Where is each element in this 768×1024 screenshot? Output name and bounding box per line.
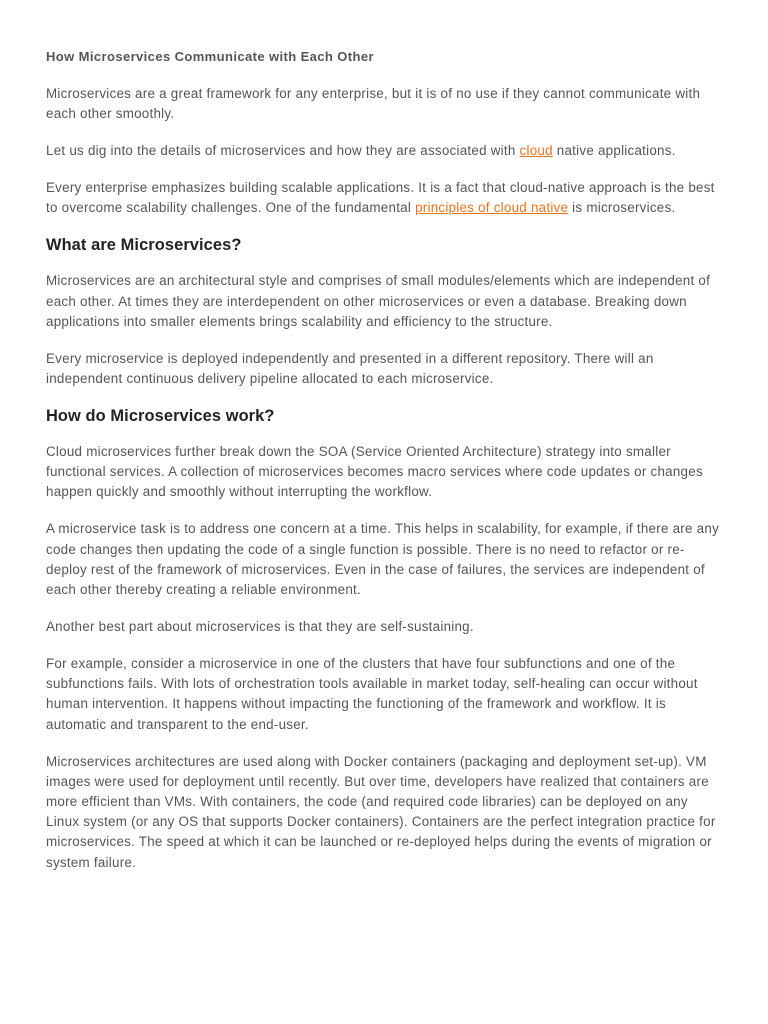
intro-paragraph-2 (46, 141, 722, 161)
cloud-link[interactable]: cloud (519, 143, 553, 159)
intro-paragraph-3-text-after: is microservices. (568, 200, 676, 216)
intro-paragraph-3-text-before: Every enterprise emphasizes building scalable applications. It is a fact that cloud-native approach is the best to overcome scalability challenges. One of the fundamental (46, 180, 715, 216)
document-title: How Microservices Communicate with Each Other (46, 49, 374, 64)
article (46, 48, 722, 890)
intro-paragraph-1: Microservices are a great framework for any enterprise, but it is of no use if they cannot communicate with each other smoothly. (46, 86, 701, 122)
section2-paragraph-2: A microservice task is to address one concern at a time. This helps in scalability, for example, if there are any code changes then updating the code of a single function is possible. There is no need to refactor or re-deploy rest of the framework of microservices. Even in the case of failures, the services are independent of each other thereby creating a reliable environment. (46, 521, 720, 598)
section2-paragraph-3: Another best part about microservices is that they are self-sustaining. (46, 619, 474, 635)
section1-paragraph-2: Every microservice is deployed independently and presented in a different repository. There will an independent continuous delivery pipeline allocated to each microservice. (46, 350, 654, 387)
intro-paragraph-3 (46, 178, 722, 218)
intro-paragraph-2-text-after: native applications. (552, 143, 676, 159)
section-heading-how-do-microservices-work: How do Microservices work? (46, 407, 275, 426)
section2-paragraph-5: Microservices architectures are used along with Docker containers (packaging and deployment set-up). VM images were used for deployment until recently. But over time, developers have realized that containers are more efficient than VMs. With containers, the code (and required code libraries) can be deployed on any Linux system (or any OS that supports Docker containers). Containers are the perfect integration practice for microservices. The speed at which it can be launched or re-deployed helps during the events of migration or system failure. (46, 753, 716, 870)
section2-paragraph-1: Cloud microservices further break down the SOA (Service Oriented Architecture) strategy into smaller functional services. A collection of microservices becomes macro services where code updates or changes happen quickly and smoothly without interrupting the workflow. (46, 444, 703, 500)
principles-of-cloud-native-link[interactable]: principles of cloud native (415, 200, 569, 216)
section2-paragraph-4: For example, consider a microservice in one of the clusters that have four subfunctions and one of the subfunctions fails. With lots of orchestration tools available in market today, self-healing can occur without human intervention. It happens without impacting the functioning of the framework and workflow. It is automatic and transparent to the end-user. (46, 656, 698, 732)
intro-paragraph-2-text-before: Let us dig into the details of microservices and how they are associated with (46, 143, 520, 159)
section-heading-what-are-microservices: What are Microservices? (46, 236, 242, 255)
section1-paragraph-1: Microservices are an architectural style and comprises of small modules/elements which are independent of each other. At times they are interdependent on other microservices or even a database. Breaking down applications into smaller elements brings scalability and efficiency to the structure. (46, 273, 711, 329)
